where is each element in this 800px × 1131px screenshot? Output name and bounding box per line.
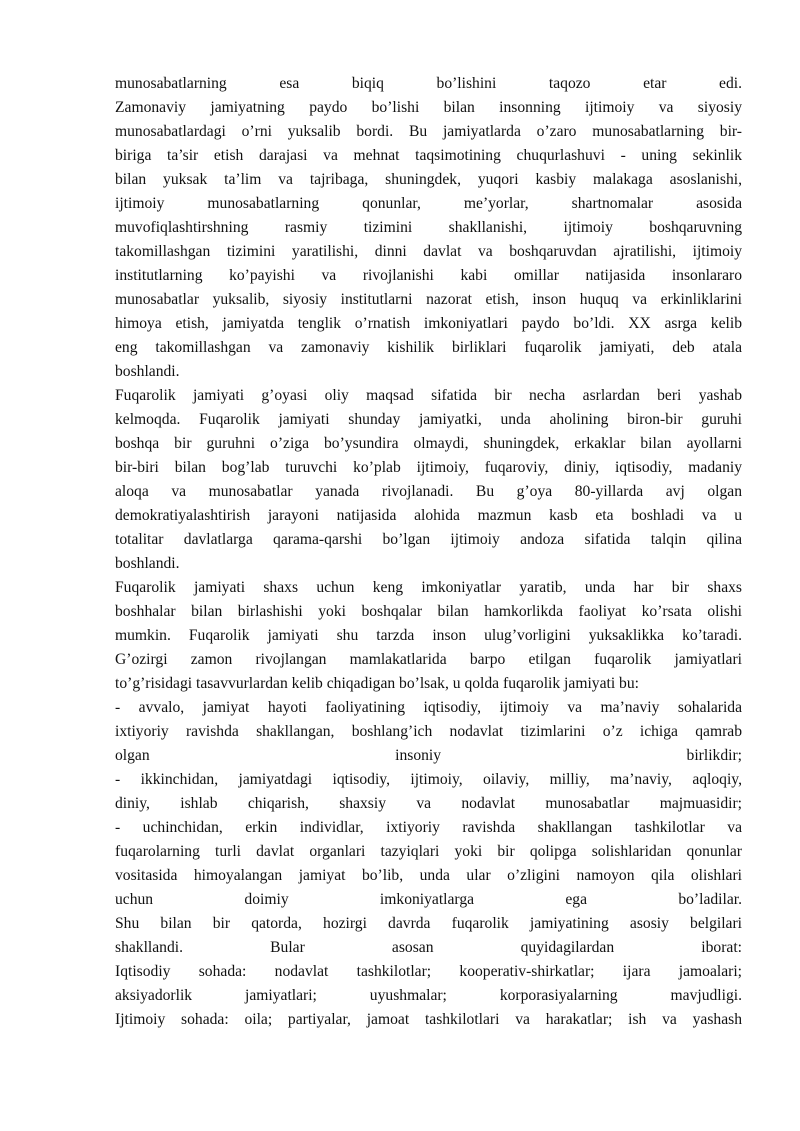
text-line: Fuqarolik jamiyati shaxs uchun keng imkoniyatlar yaratib, unda har bir shaxs	[115, 579, 742, 596]
text-line: diniy, ishlab chiqarish, shaxsiy va nodavlat munosabatlar majmuasidir;	[115, 795, 742, 812]
text-line: fuqarolarning turli davlat organlari tazyiqlari yoki bir qolipga solishlaridan qonunlar	[115, 843, 742, 860]
text-line: takomillashgan tizimini yaratilishi, dinni davlat va boshqaruvdan ajratilishi, ijtimoiy	[115, 243, 742, 260]
text-line: bilan yuksak ta’lim va tajribaga, shuningdek, yuqori kasbiy malakaga asoslanishi,	[115, 171, 742, 188]
document-page	[115, 72, 742, 1032]
text-line: boshlandi.	[115, 363, 180, 380]
text-line: eng takomillashgan va zamonaviy kishilik birliklari fuqarolik jamiyati, deb atala	[115, 339, 742, 356]
text-line: boshlandi.	[115, 555, 180, 572]
text-line: ijtimoiy munosabatlarning qonunlar, me’yorlar, shartnomalar asosida	[115, 195, 742, 212]
text-line: G’ozirgi zamon rivojlangan mamlakatlarida barpo etilgan fuqarolik jamiyatlari	[115, 651, 742, 668]
text-line: shakllandi. Bular asosan quyidagilardan iborat:	[115, 939, 742, 956]
text-line: totalitar davlatlarga qarama-qarshi bo’lgan ijtimoiy andoza sifatida talqin qilina	[115, 531, 742, 548]
text-line: Iqtisodiy sohada: nodavlat tashkilotlar; kooperativ-shirkatlar; ijara jamoalari;	[115, 963, 742, 980]
text-line: boshhalar bilan birlashishi yoki boshqalar bilan hamkorlikda faoliyat ko’rsata olishi	[115, 603, 742, 620]
text-line: Zamonaviy jamiyatning paydo bo’lishi bilan insonning ijtimoiy va siyosiy	[115, 99, 742, 116]
text-line: biriga ta’sir etish darajasi va mehnat taqsimotining chuqurlashuvi - uning sekinlik	[115, 147, 742, 164]
text-line: Ijtimoiy sohada: oila; partiyalar, jamoat tashkilotlari va harakatlar; ish va yashash	[115, 1011, 742, 1028]
text-line: olgan insoniy birlikdir;	[115, 747, 742, 764]
text-line: vositasida himoyalangan jamiyat bo’lib, unda ular o’zligini namoyon qila olishlari	[115, 867, 742, 884]
text-line: institutlarning ko’payishi va rivojlanishi kabi omillar natijasida insonlararo	[115, 267, 742, 284]
text-line: bir-biri bilan bog’lab turuvchi ko’plab ijtimoiy, fuqaroviy, diniy, iqtisodiy, madaniy	[115, 459, 742, 476]
text-line: - ikkinchidan, jamiyatdagi iqtisodiy, ijtimoiy, oilaviy, milliy, ma’naviy, aqloqiy,	[115, 771, 742, 788]
text-line: - uchinchidan, erkin individlar, ixtiyoriy ravishda shakllangan tashkilotlar va	[115, 819, 742, 836]
text-line: munosabatlardagi o’rni yuksalib bordi. Bu jamiyatlarda o’zaro munosabatlarning bir-	[115, 123, 742, 140]
text-line: aloqa va munosabatlar yanada rivojlanadi. Bu g’oya 80-yillarda avj olgan	[115, 483, 742, 500]
text-line: demokratiyalashtirish jarayoni natijasida alohida mazmun kasb eta boshladi va u	[115, 507, 742, 524]
text-line: uchun doimiy imkoniyatlarga ega bo’ladilar.	[115, 891, 742, 908]
text-line: Fuqarolik jamiyati g’oyasi oliy maqsad sifatida bir necha asrlardan beri yashab	[115, 387, 742, 404]
text-line: munosabatlarning esa biqiq bo’lishini taqozo etar edi.	[115, 75, 742, 92]
text-line: - avvalo, jamiyat hayoti faoliyatining iqtisodiy, ijtimoiy va ma’naviy sohalarida	[115, 699, 742, 716]
text-line: ixtiyoriy ravishda shakllangan, boshlang’ich nodavlat tizimlarini o’z ichiga qamrab	[115, 723, 742, 740]
text-line: muvofiqlashtirshning rasmiy tizimini shakllanishi, ijtimoiy boshqaruvning	[115, 219, 742, 236]
text-line: munosabatlar yuksalib, siyosiy institutlarni nazorat etish, inson huquq va erkinliklarini	[115, 291, 742, 308]
text-line: to’g’risidagi tasavvurlardan kelib chiqadigan bo’lsak, u qolda fuqarolik jamiyati bu:	[115, 675, 639, 692]
text-line: mumkin. Fuqarolik jamiyati shu tarzda inson ulug’vorligini yuksaklikka ko’taradi.	[115, 627, 742, 644]
text-line: himoya etish, jamiyatda tenglik o’rnatish imkoniyatlari paydo bo’ldi. XX asrga kelib	[115, 315, 742, 332]
text-line: aksiyadorlik jamiyatlari; uyushmalar; korporasiyalarning mavjudligi.	[115, 987, 742, 1004]
text-line: boshqa bir guruhni o’ziga bo’ysundira olmaydi, shuningdek, erkaklar bilan ayollarni	[115, 435, 742, 452]
text-line: kelmoqda. Fuqarolik jamiyati shunday jamiyatki, unda aholining biron-bir guruhi	[115, 411, 742, 428]
text-line: Shu bilan bir qatorda, hozirgi davrda fuqarolik jamiyatining asosiy belgilari	[115, 915, 742, 932]
